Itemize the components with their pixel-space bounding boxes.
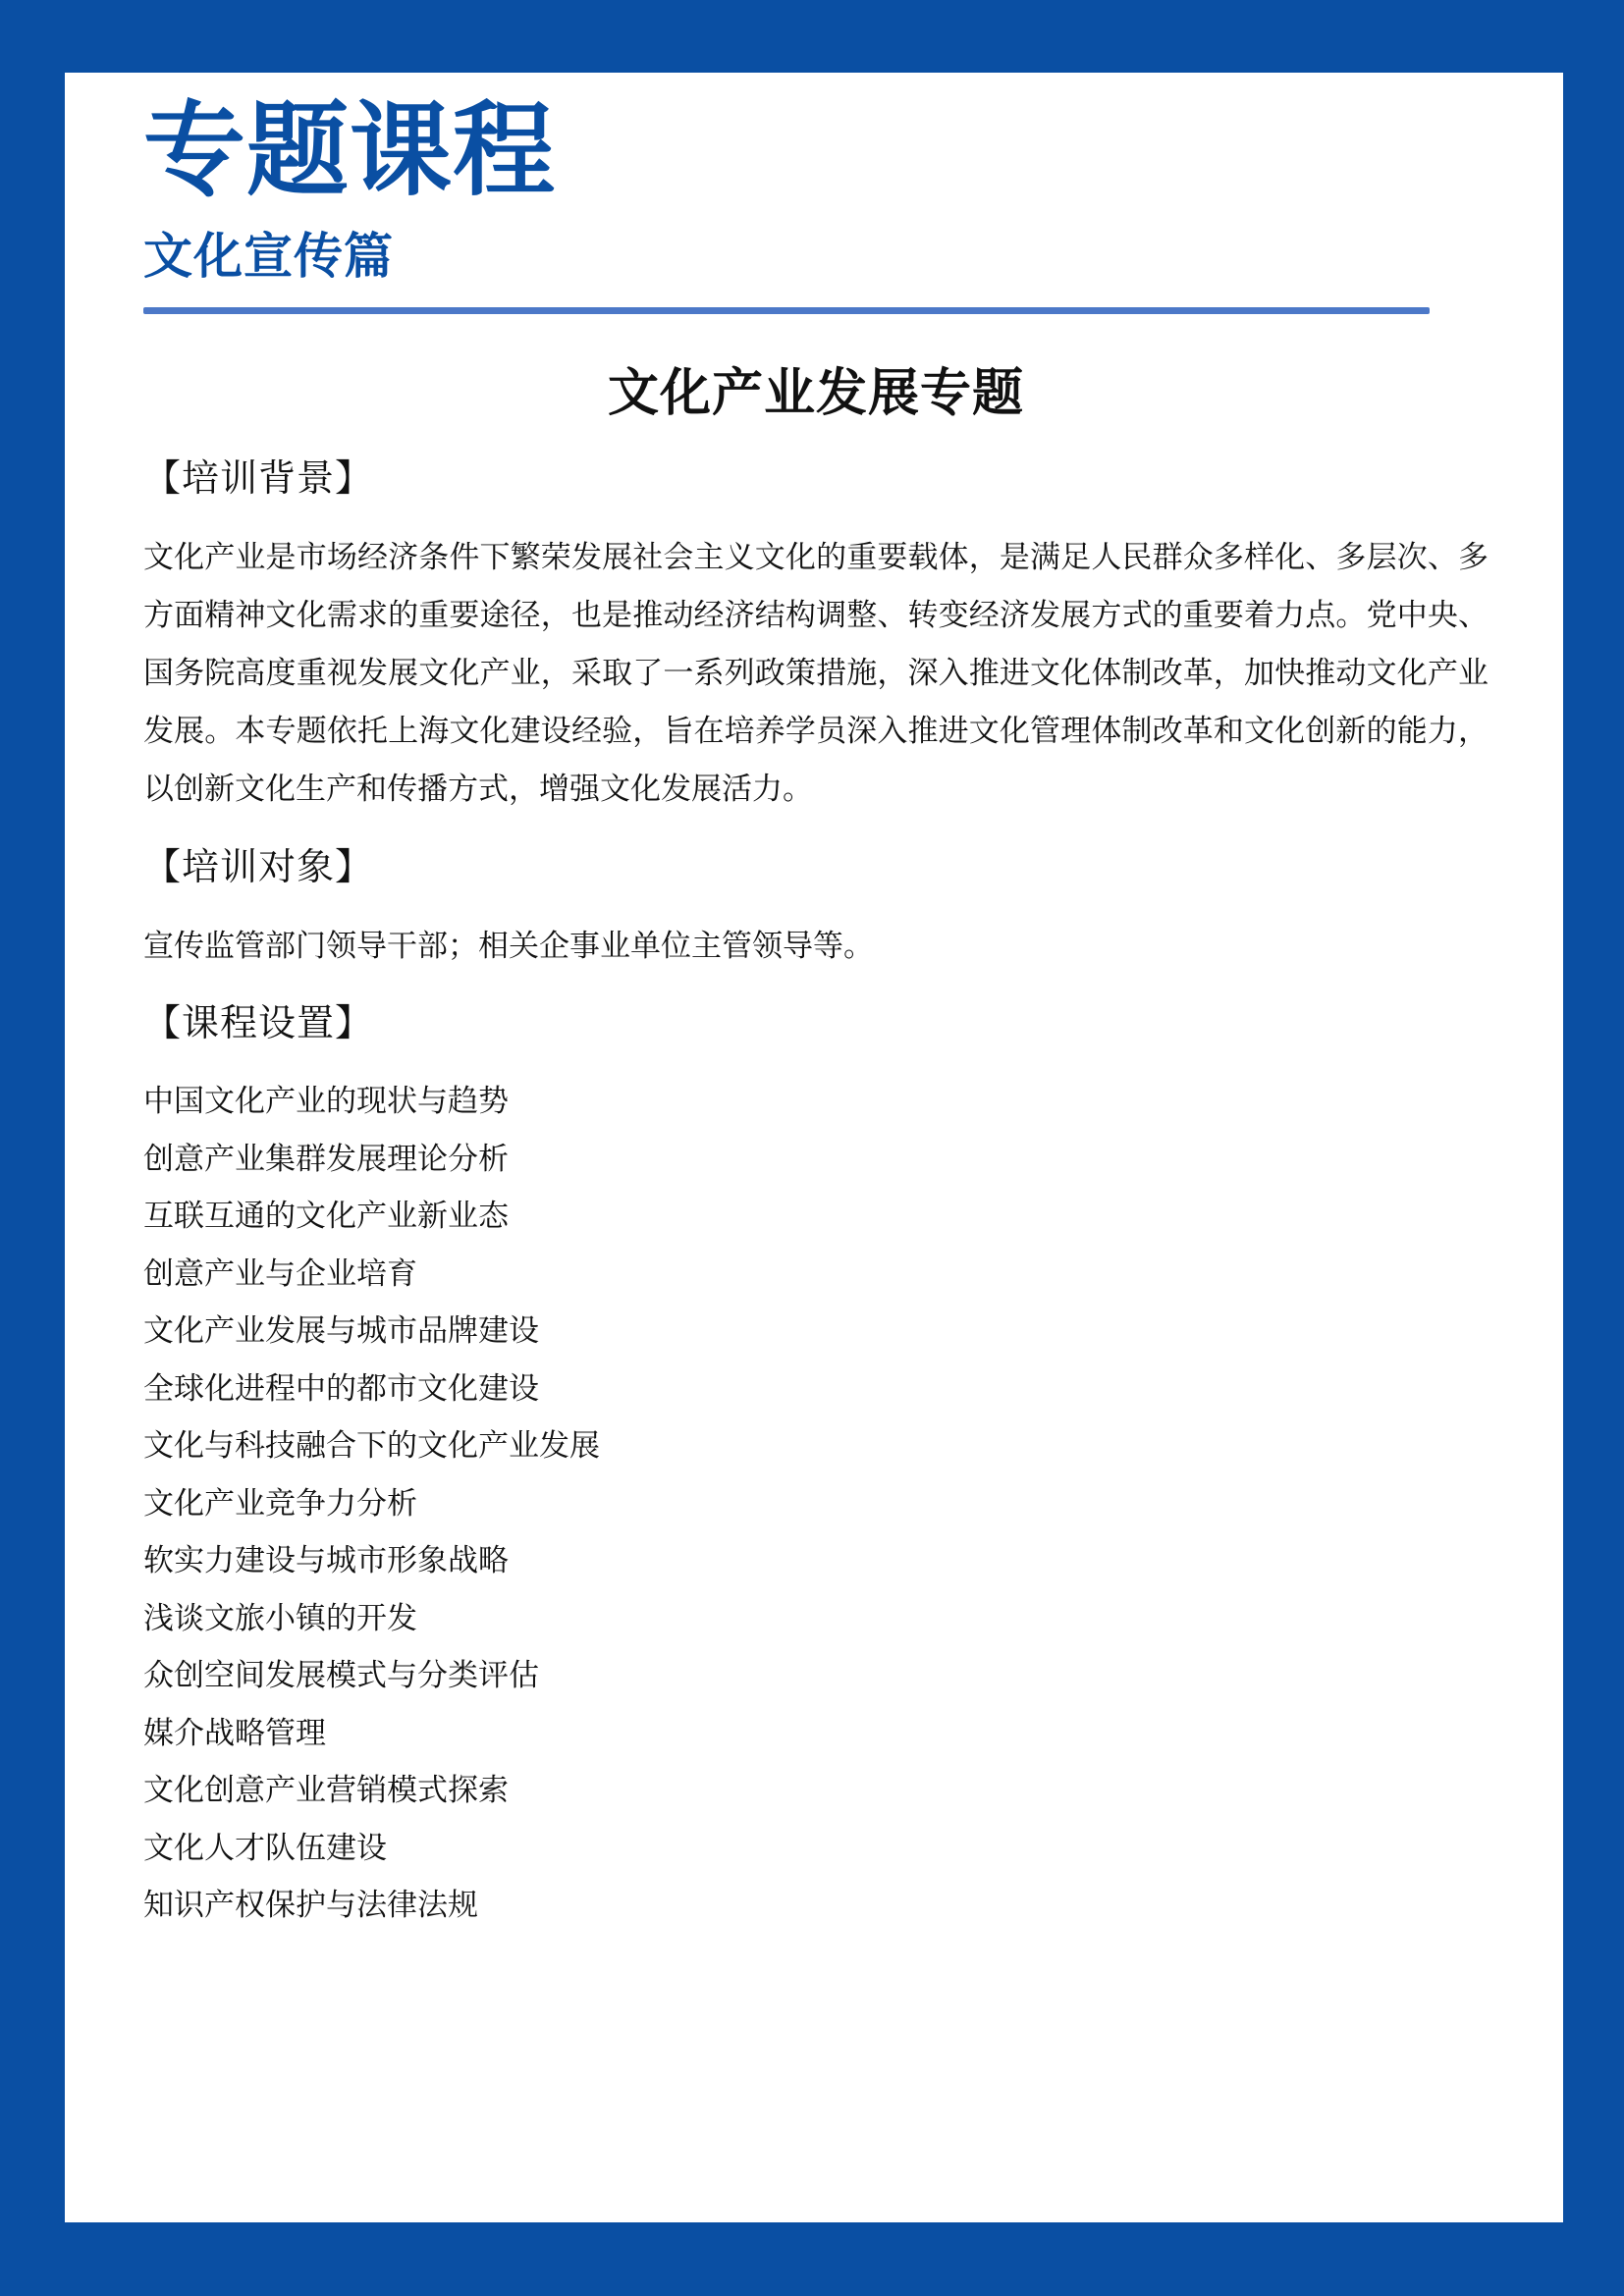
training-target-section [143,845,1489,975]
course-item: 文化创意产业营销模式探索 [143,1773,509,1809]
course-item: 创意产业与企业培育 [143,1255,417,1292]
page-title: 专题课程 [143,90,557,210]
page-sheet [65,73,1563,2222]
training-target-text: 宣传监管部门领导干部；相关企事业单位主管领导等。 [143,928,874,964]
course-settings-heading: 【课程设置】 [143,1000,374,1044]
course-item: 文化产业发展与城市品牌建设 [143,1313,539,1350]
course-item: 文化产业竞争力分析 [143,1485,417,1522]
course-item: 文化与科技融合下的文化产业发展 [143,1428,600,1465]
training-target-heading: 【培训对象】 [143,845,374,889]
course-item: 众创空间发展模式与分类评估 [143,1658,539,1694]
course-settings-section [143,1001,1489,1935]
course-list [143,1073,1489,1935]
course-item: 浅谈文旅小镇的开发 [143,1600,417,1636]
course-item: 创意产业集群发展理论分析 [143,1141,509,1177]
document-title: 文化产业发展专题 [607,363,1024,423]
course-item: 软实力建设与城市形象战略 [143,1543,509,1579]
training-background-heading: 【培训背景】 [143,456,374,501]
document-content [143,92,1489,1935]
training-background-text: 文化产业是市场经济条件下繁荣发展社会主义文化的重要载体，是满足人民群众多样化、多层次、多方面精神文化需求的重要途径，也是推动经济结构调整、转变经济发展方式的重要着力点。党中央、国务院高度重视发展文化产业，采取了一系列政策措施，深入推进文化体制改革，加快推动文化产业发展。本专题依托上海文化建设经验，旨在培养学员深入推进文化管理体制改革和文化创新的能力，以创新文化生产和传播方式，增强文化发展活力。 [143,539,1489,807]
course-item: 中国文化产业的现状与趋势 [143,1084,509,1120]
course-item: 全球化进程中的都市文化建设 [143,1370,539,1407]
course-item: 媒介战略管理 [143,1715,326,1751]
page-subtitle: 文化宣传篇 [143,227,394,285]
course-item: 互联互通的文化产业新业态 [143,1199,509,1235]
course-item: 知识产权保护与法律法规 [143,1888,478,1924]
title-divider [143,307,1430,314]
training-background-section [143,456,1489,818]
course-item: 文化人才队伍建设 [143,1830,387,1866]
